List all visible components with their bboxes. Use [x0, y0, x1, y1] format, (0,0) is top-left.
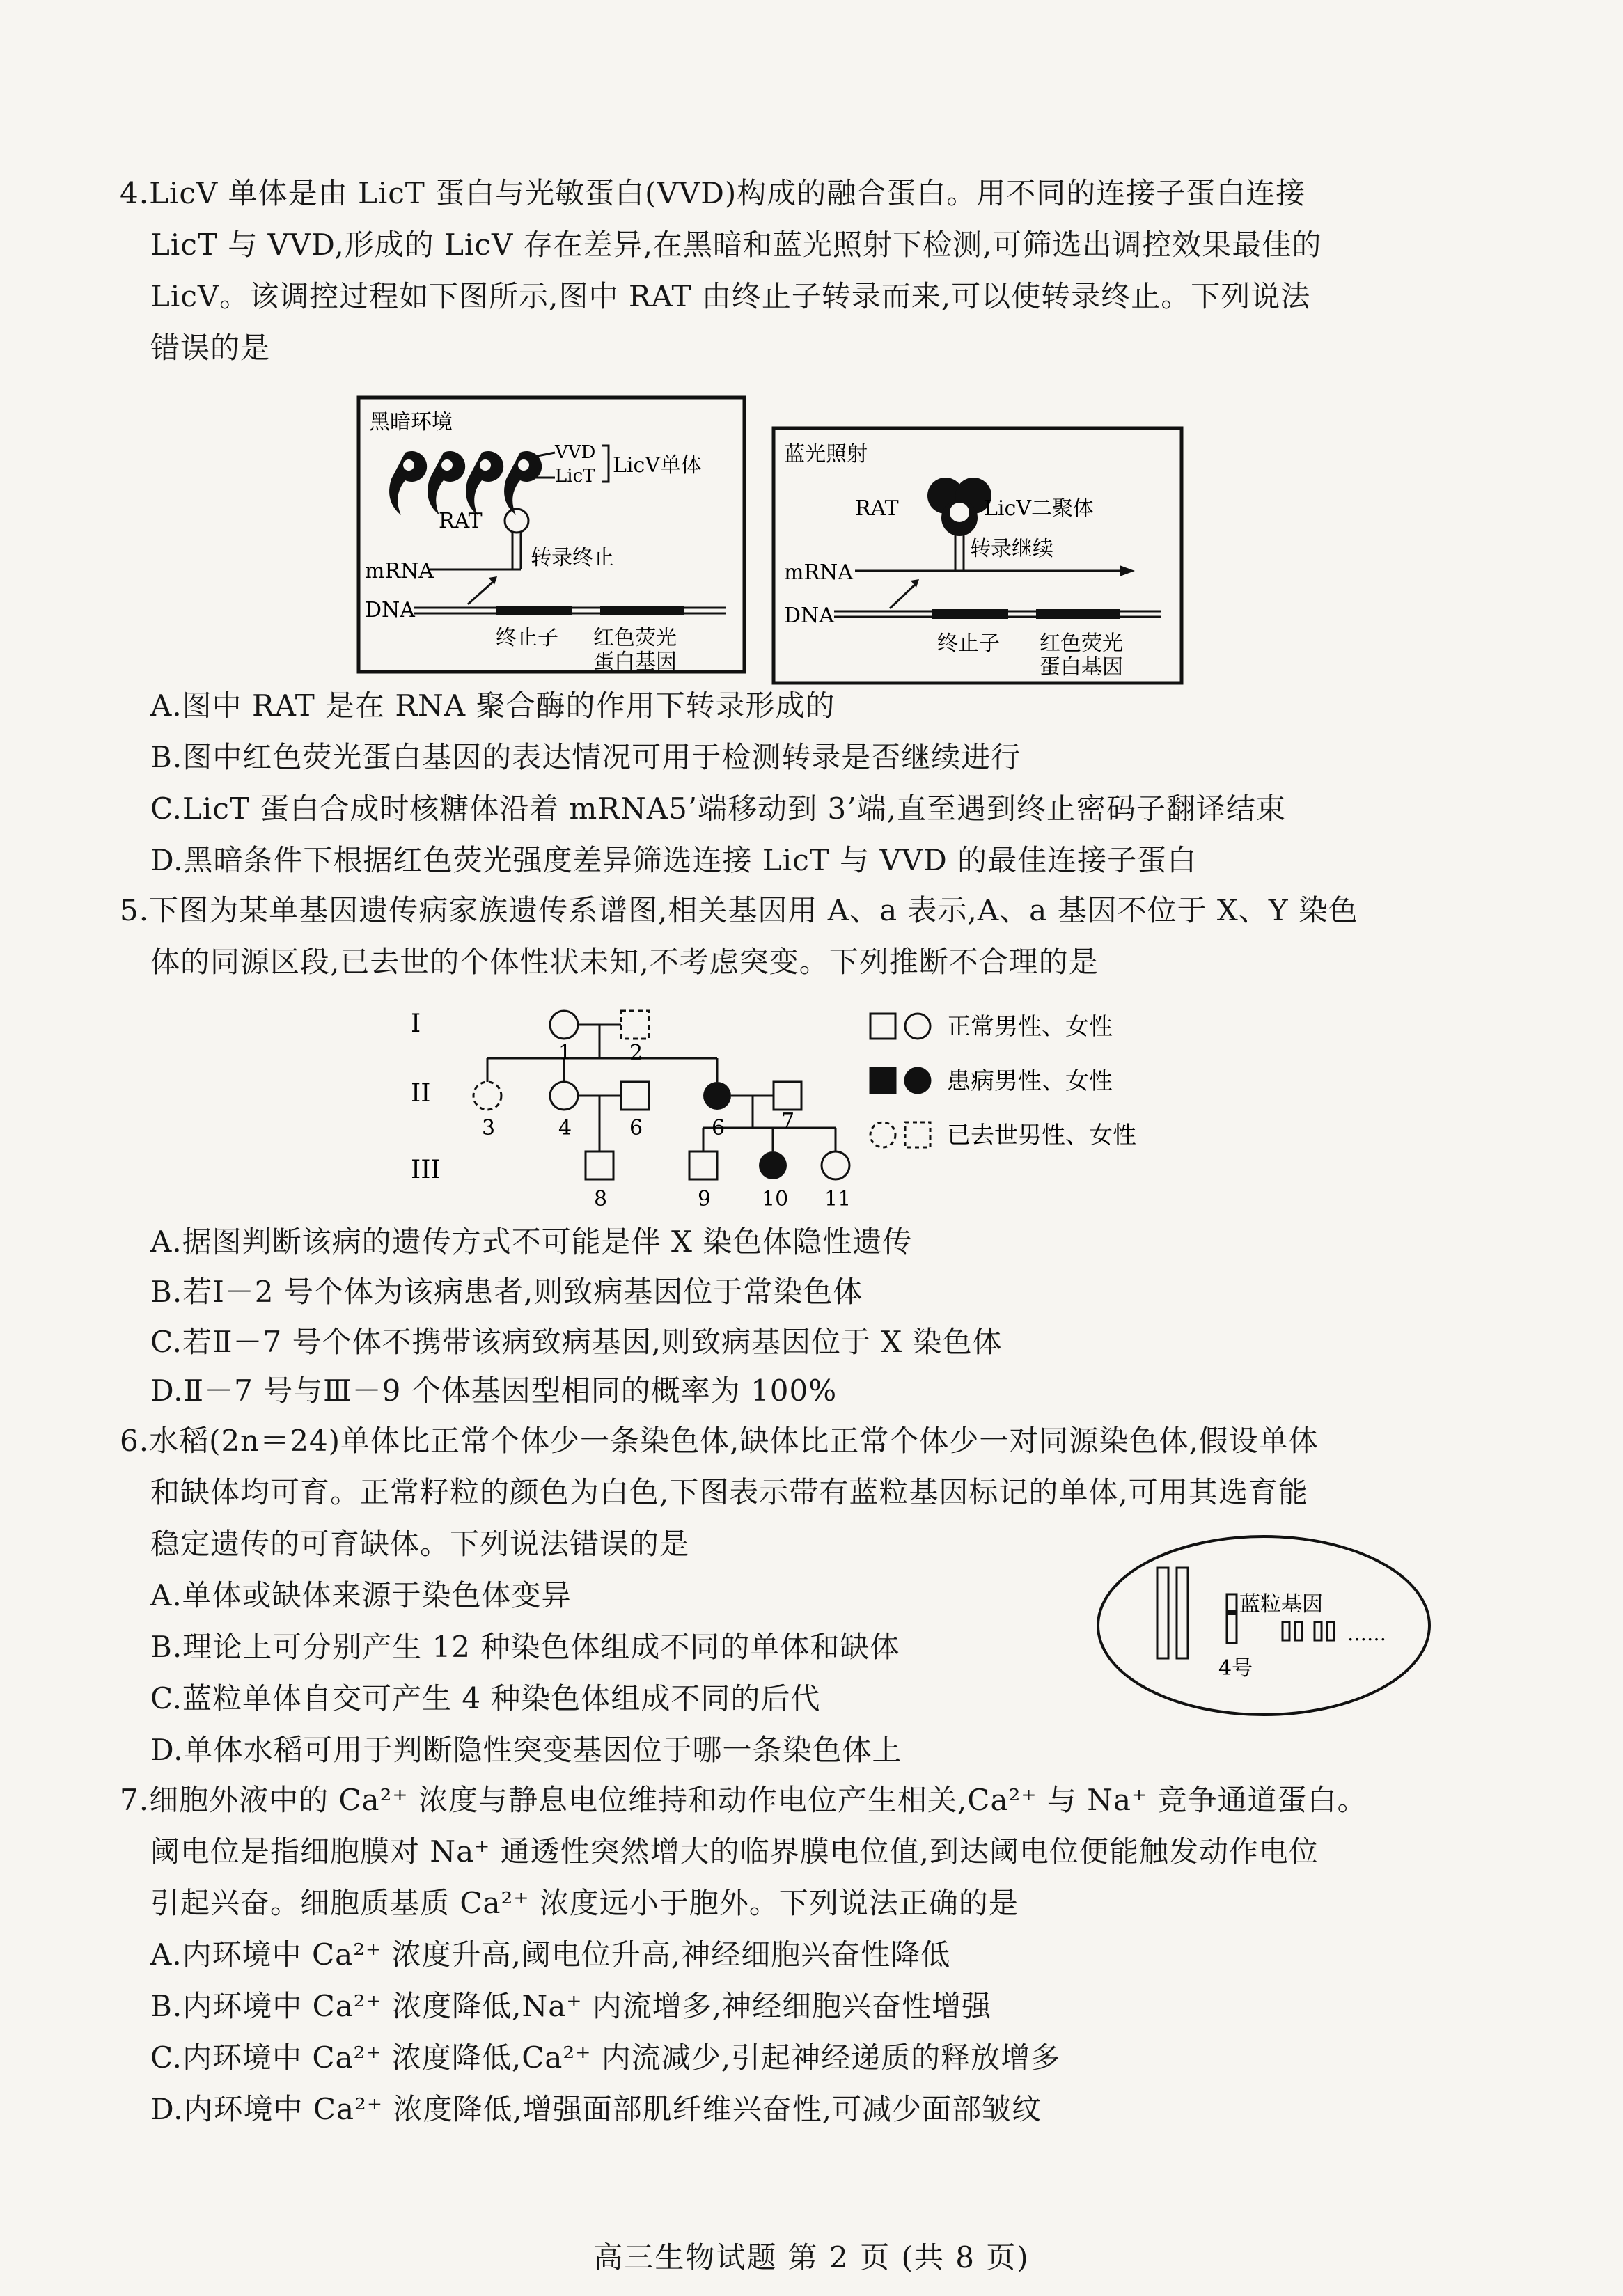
id-II-4: 4 [558, 1116, 572, 1140]
id-III-11: 11 [824, 1187, 852, 1211]
q4-option-d: D.黑暗条件下根据红色荧光强度差异筛选连接 LicT 与 VVD 的最佳连接子蛋白 [150, 843, 1198, 877]
q4-figure-dark [356, 395, 746, 674]
gen-3-label: III [411, 1156, 441, 1184]
blue-gene-l1: 红色荧光 [1040, 631, 1123, 656]
licv-monomers [389, 451, 542, 515]
blue-mrna-label: mRNA [784, 560, 853, 585]
id-II-7: 7 [781, 1109, 795, 1133]
dark-dna-label: DNA [365, 598, 415, 622]
legend-normal: 正常男性、女性 [947, 1013, 1113, 1041]
dark-gene-l1: 红色荧光 [593, 626, 677, 650]
q5-option-d: D.Ⅱ－7 号与Ⅲ－9 个体基因型相同的概率为 100% [150, 1374, 838, 1408]
q5-option-c: C.若Ⅱ－7 号个体不携带该病致病基因,则致病基因位于 X 染色体 [150, 1325, 1003, 1359]
q6-stem-line-2: 和缺体均可育。正常籽粒的颜色为白色,下图表示带有蓝粒基因标记的单体,可用其选育能 [150, 1475, 1308, 1509]
q7-stem-line-3: 引起兴奋。细胞质基质 Ca²⁺ 浓度远小于胞外。下列说法正确的是 [150, 1886, 1019, 1920]
q5-stem-line-1: 5.下图为某单基因遗传病家族遗传系谱图,相关基因用 A、a 表示,A、a 基因不位于 X、Y 染色 [120, 893, 1358, 927]
q7-stem-line-1: 7.细胞外液中的 Ca²⁺ 浓度与静息电位维持和动作电位产生相关,Ca²⁺ 与 Na⁺ 竞争通道蛋白。 [120, 1783, 1367, 1817]
id-II-6b: 6 [712, 1116, 726, 1140]
dark-rat-label: RAT [439, 509, 483, 533]
id-III-10: 10 [762, 1187, 789, 1211]
q6-option-c: C.蓝粒单体自交可产生 4 种染色体组成不同的后代 [150, 1681, 821, 1715]
licv-dimer [927, 478, 991, 536]
q4-option-a: A.图中 RAT 是在 RNA 聚合酶的作用下转录形成的 [150, 689, 836, 723]
dark-title: 黑暗环境 [369, 410, 453, 434]
q6-option-d: D.单体水稻可用于判断隐性突变基因位于哪一条染色体上 [150, 1733, 902, 1767]
q4-figure-blue [771, 426, 1184, 685]
gen-2-label: II [411, 1079, 431, 1108]
blue-title: 蓝光照射 [784, 442, 868, 466]
q4-option-b: B.图中红色荧光蛋白基因的表达情况可用于检测转录是否继续进行 [150, 740, 1021, 774]
more-dots: …… [1347, 1622, 1386, 1645]
id-II-3: 3 [482, 1116, 496, 1140]
q6-stem-line-1: 6.水稻(2n＝24)单体比正常个体少一条染色体,缺体比正常个体少一对同源染色体,假设单体 [120, 1424, 1319, 1458]
id-I-2: 2 [629, 1041, 643, 1065]
dark-gene-l2: 蛋白基因 [593, 650, 677, 674]
blue-gene-label: 蓝粒基因 [1239, 1592, 1323, 1617]
q4-stem-line-3: LicV。该调控过程如下图所示,图中 RAT 由终止子转录而来,可以使转录终止。下列说法 [150, 279, 1311, 313]
chrom4-label: 4号 [1218, 1656, 1253, 1681]
id-II-6a: 6 [629, 1116, 643, 1140]
blue-dna-label: DNA [784, 604, 834, 628]
page-footer: 高三生物试题 第 2 页 (共 8 页) [593, 2240, 1030, 2274]
blue-rat-label: RAT [855, 496, 899, 521]
vvd-label: VVD [555, 442, 596, 463]
id-III-8: 8 [594, 1187, 608, 1211]
legend-affected: 患病男性、女性 [947, 1067, 1113, 1095]
q7-option-d: D.内环境中 Ca²⁺ 浓度降低,增强面部肌纤维兴奋性,可减少面部皱纹 [150, 2092, 1042, 2126]
q5-option-a: A.据图判断该病的遗传方式不可能是伴 X 染色体隐性遗传 [150, 1225, 913, 1259]
lict-label: LicT [555, 466, 595, 487]
id-I-1: 1 [558, 1041, 572, 1065]
stop-label: 转录终止 [531, 546, 614, 570]
q4-stem-line-2: LicT 与 VVD,形成的 LicV 存在差异,在黑暗和蓝光照射下检测,可筛选出调控效果最佳的 [150, 228, 1322, 262]
monomer-label: LicV单体 [613, 453, 702, 478]
continue-label: 转录继续 [970, 537, 1053, 561]
q6-stem-line-3: 稳定遗传的可育缺体。下列说法错误的是 [150, 1527, 690, 1561]
blue-terminator: 终止子 [937, 631, 1000, 656]
q5-option-b: B.若Ⅰ－2 号个体为该病患者,则致病基因位于常染色体 [150, 1275, 863, 1309]
q5-pedigree [397, 989, 1218, 1218]
gen-1-label: I [411, 1009, 421, 1038]
q6-cell-figure [1093, 1532, 1434, 1720]
q7-option-c: C.内环境中 Ca²⁺ 浓度降低,Ca²⁺ 内流减少,引起神经递质的释放增多 [150, 2041, 1061, 2075]
dark-terminator: 终止子 [496, 626, 558, 650]
q6-option-a: A.单体或缺体来源于染色体变异 [150, 1578, 572, 1612]
q4-option-c: C.LicT 蛋白合成时核糖体沿着 mRNA5’端移动到 3’端,直至遇到终止密码子翻译结束 [150, 792, 1286, 826]
legend-deceased: 已去世男性、女性 [947, 1122, 1136, 1149]
q7-option-a: A.内环境中 Ca²⁺ 浓度升高,阈电位升高,神经细胞兴奋性降低 [150, 1937, 951, 1972]
id-III-9: 9 [698, 1187, 712, 1211]
q4-stem-line-4: 错误的是 [150, 331, 271, 365]
q7-option-b: B.内环境中 Ca²⁺ 浓度降低,Na⁺ 内流增多,神经细胞兴奋性增强 [150, 1989, 992, 2023]
dimer-label: LicV二聚体 [984, 496, 1094, 521]
q5-stem-line-2: 体的同源区段,已去世的个体性状未知,不考虑突变。下列推断不合理的是 [150, 945, 1099, 979]
q6-option-b: B.理论上可分别产生 12 种染色体组成不同的单体和缺体 [150, 1630, 900, 1664]
blue-gene-l2: 蛋白基因 [1040, 655, 1123, 679]
q4-stem-line-1: 4.LicV 单体是由 LicT 蛋白与光敏蛋白(VVD)构成的融合蛋白。用不同的连接子蛋白连接 [120, 176, 1306, 210]
q7-stem-line-2: 阈电位是指细胞膜对 Na⁺ 通透性突然增大的临界膜电位值,到达阈电位便能触发动作电位 [150, 1834, 1319, 1869]
dark-mrna-label: mRNA [365, 559, 434, 583]
